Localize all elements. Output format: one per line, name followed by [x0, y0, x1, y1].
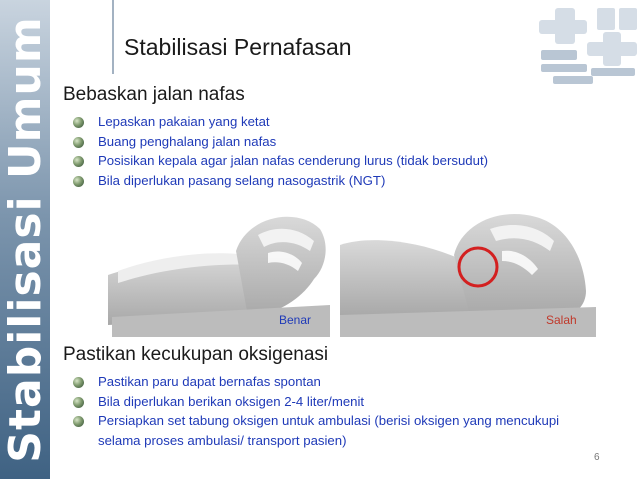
bullet-text: Bila diperlukan berikan oksigen 2-4 liter/menit [98, 393, 365, 409]
bullet-text: Pastikan paru dapat bernafas spontan [98, 374, 321, 389]
list-item [73, 151, 488, 171]
bullet-icon [73, 377, 84, 388]
correct-position-label: Benar [279, 313, 312, 327]
list-item [73, 112, 488, 132]
title-divider [112, 0, 114, 74]
list-item [73, 372, 588, 392]
bullet-icon [73, 117, 84, 128]
list-item [73, 171, 488, 191]
bullet-text: Lepaskan pakaian yang ketat [98, 114, 270, 129]
side-title: Stabilisasi Umum [0, 16, 51, 463]
bullet-text: Buang penghalang jalan nafas [98, 133, 277, 149]
bullet-text: Bila diperlukan pasang selang nasogastrik (NGT) [98, 172, 386, 188]
bullet-icon [73, 156, 84, 167]
section-heading-airway: Bebaskan jalan nafas [63, 84, 245, 105]
wrong-position-label: Salah [546, 313, 577, 327]
list-item [73, 411, 588, 450]
oxygenation-bullet-list [73, 372, 588, 450]
bullet-icon [73, 416, 84, 427]
cross-logo [533, 2, 637, 90]
bullet-text: Posisikan kepala agar jalan nafas cenderung lurus (tidak bersudut) [98, 153, 488, 168]
bullet-text: Persiapkan set tabung oksigen untuk ambulasi (berisi oksigen yang mencukupi selama proses ambulasi/ transport pasien) [98, 413, 560, 448]
slide-title: Stabilisasi Pernafasan [124, 34, 352, 60]
bullet-icon [73, 397, 84, 408]
list-item [73, 392, 588, 412]
list-item [73, 132, 488, 152]
bullet-icon [73, 176, 84, 187]
side-band [0, 0, 50, 479]
page-number: 6 [594, 452, 600, 463]
airway-bullet-list [73, 112, 488, 190]
bullet-icon [73, 137, 84, 148]
section-heading-oxygenation: Pastikan kecukupan oksigenasi [63, 344, 329, 365]
